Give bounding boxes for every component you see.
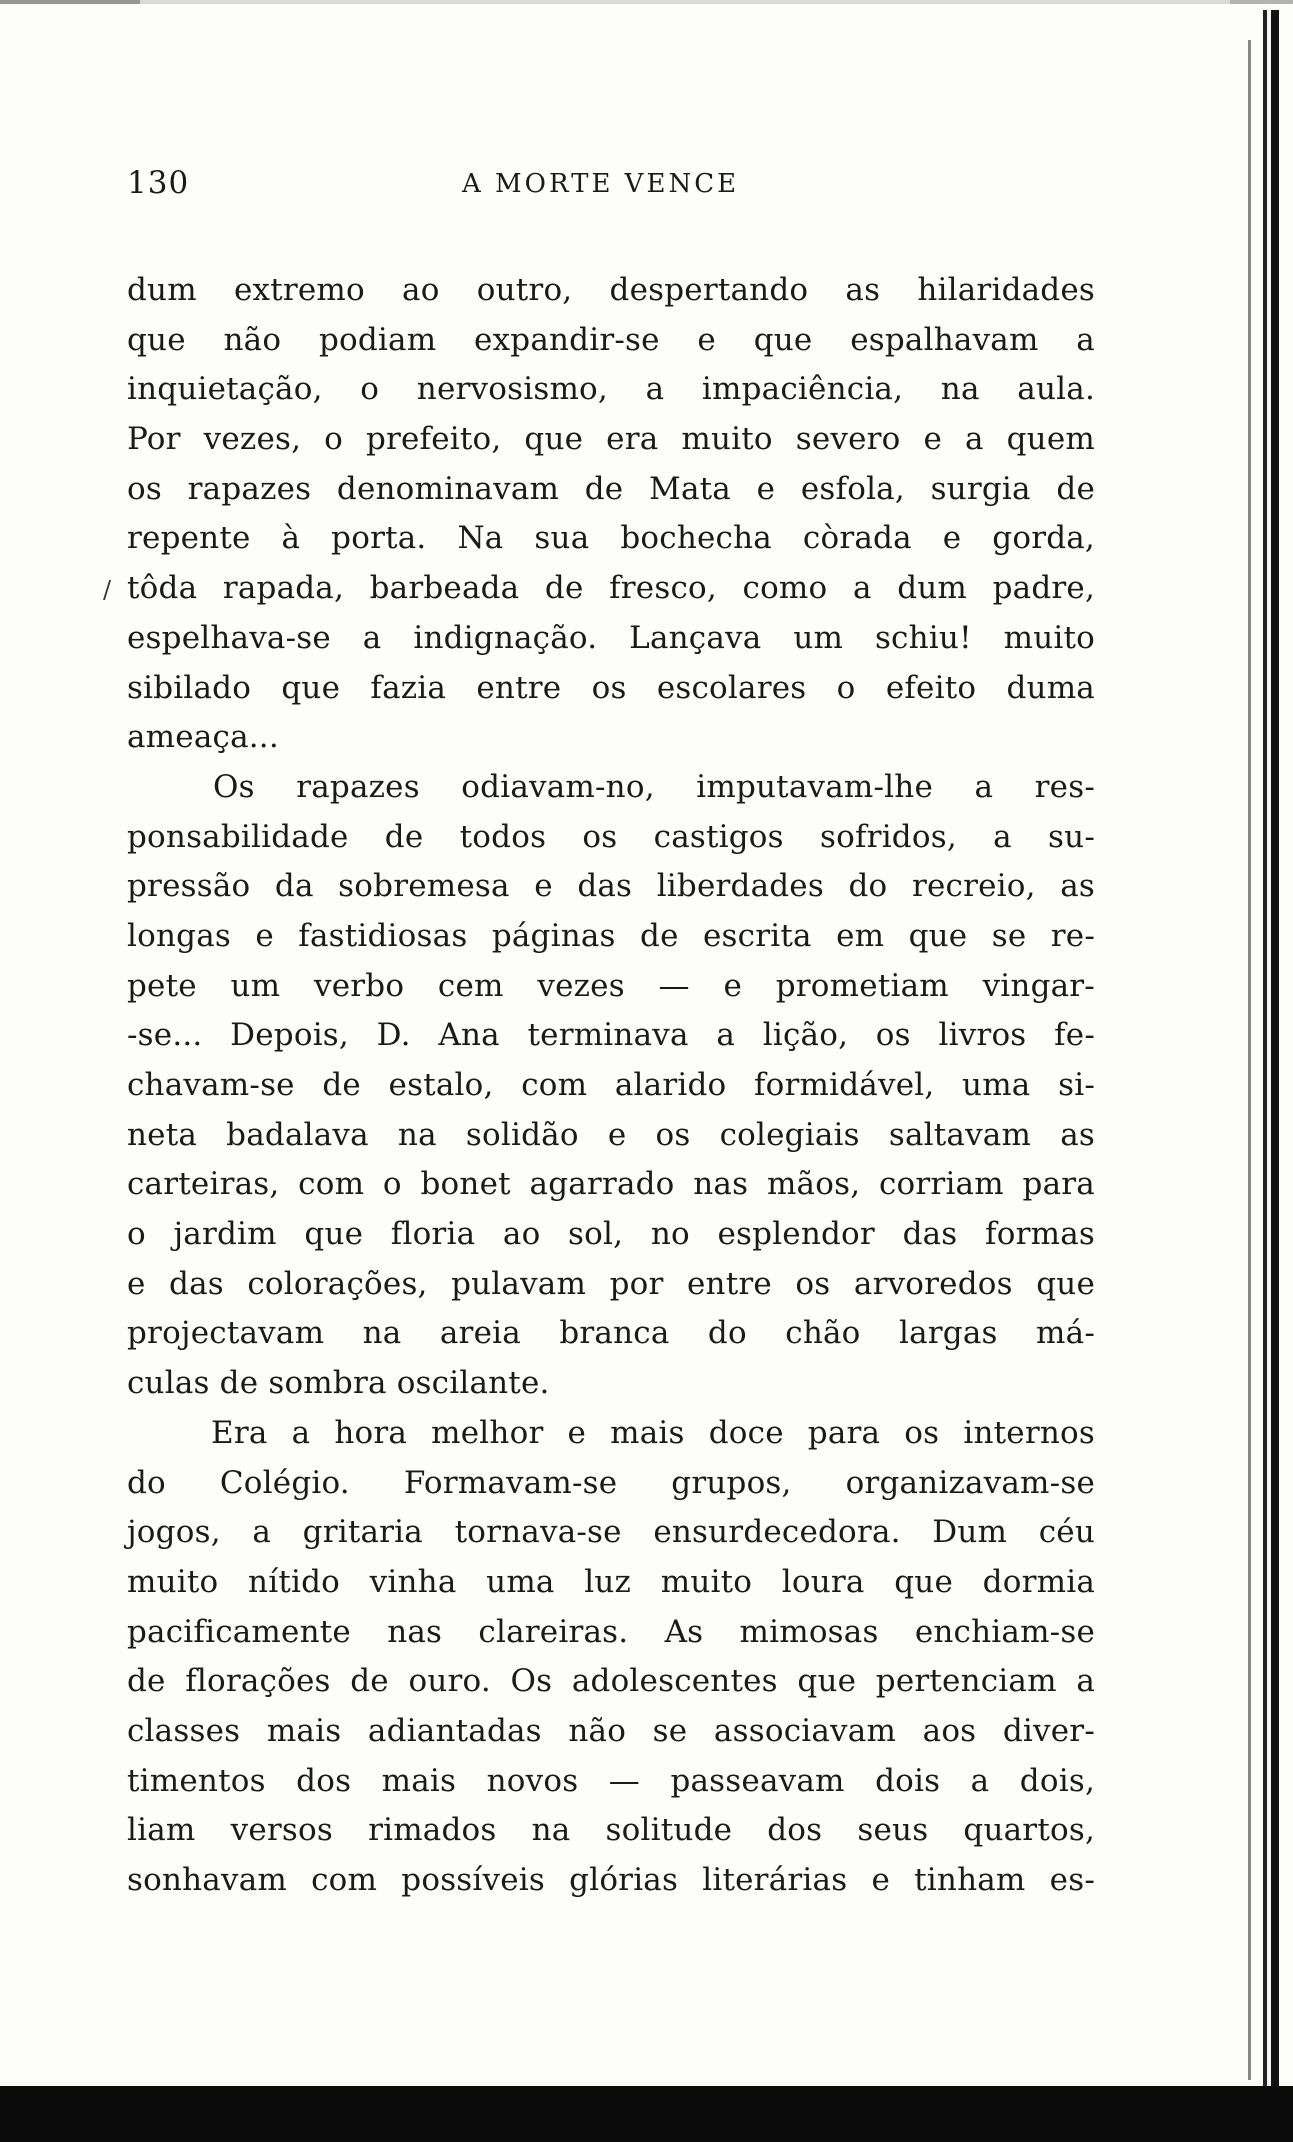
- text-line: sibilado que fazia entre os escolares o efeito duma: [127, 669, 1095, 706]
- text-line: Era a hora melhor e mais doce para os internos: [211, 1414, 1095, 1451]
- text-line: jogos, a gritaria tornava-se ensurdecedora. Dum céu: [127, 1514, 1095, 1551]
- text-line: Por vezes, o prefeito, que era muito severo e a quem: [127, 421, 1095, 458]
- text-line: liam versos rimados na solitude dos seus quartos,: [127, 1812, 1095, 1849]
- text-line: pressão da sobremesa e das liberdades do recreio, as: [127, 868, 1095, 905]
- margin-mark: /: [103, 576, 112, 604]
- text-line: de florações de ouro. Os adolescentes que pertenciam a: [127, 1663, 1095, 1700]
- text-line: Os rapazes odiavam-no, imputavam-lhe a res-: [213, 768, 1095, 805]
- binding-shadow-line: [1248, 40, 1251, 2080]
- text-line: pacificamente nas clareiras. As mimosas enchiam-se: [127, 1613, 1095, 1650]
- running-head: [127, 165, 1127, 209]
- text-line: ameaça...: [127, 719, 279, 756]
- body-text: [127, 266, 1095, 1906]
- text-line: ponsabilidade de todos os castigos sofridos, a su-: [127, 818, 1095, 855]
- book-spine-edge: [1263, 10, 1279, 2090]
- text-line: os rapazes denominavam de Mata e esfola, surgia de: [127, 470, 1095, 507]
- text-line: neta badalava na solidão e os colegiais saltavam as: [127, 1116, 1095, 1153]
- text-line: e das colorações, pulavam por entre os arvoredos que: [127, 1265, 1095, 1302]
- text-line: longas e fastidiosas páginas de escrita em que se re-: [127, 917, 1095, 954]
- text-line: espelhava-se a indignação. Lançava um schiu! muito: [127, 619, 1095, 656]
- running-title: A MORTE VENCE: [462, 169, 740, 199]
- text-line: o jardim que floria ao sol, no esplendor das formas: [127, 1216, 1095, 1253]
- text-line: carteiras, com o bonet agarrado nas mãos, corriam para: [127, 1166, 1095, 1203]
- text-line: chavam-se de estalo, com alarido formidável, uma si-: [127, 1067, 1095, 1103]
- text-line: classes mais adiantadas não se associavam aos diver-: [127, 1712, 1095, 1749]
- text-line: pete um verbo cem vezes — e prometiam vingar-: [127, 967, 1095, 1004]
- text-line: do Colégio. Formavam-se grupos, organizavam-se: [127, 1464, 1095, 1501]
- text-line: inquietação, o nervosismo, a impaciência, na aula.: [127, 371, 1095, 408]
- text-line: muito nítido vinha uma luz muito loura que dormia: [127, 1563, 1095, 1600]
- text-line: culas de sombra oscilante.: [127, 1365, 550, 1402]
- text-line: timentos dos mais novos — passeavam dois a dois,: [127, 1762, 1095, 1799]
- text-line: que não podiam expandir-se e que espalhavam a: [127, 321, 1095, 358]
- top-edge-rule: [0, 0, 1293, 4]
- text-line: dum extremo ao outro, despertando as hilaridades: [127, 272, 1095, 308]
- text-line: repente à porta. Na sua bochecha còrada e gorda,: [127, 520, 1095, 557]
- text-line: sonhavam com possíveis glórias literárias e tinham es-: [127, 1862, 1095, 1898]
- text-line: -se... Depois, D. Ana terminava a lição, os livros fe-: [127, 1017, 1095, 1054]
- scan-bottom-band: [0, 2086, 1293, 2142]
- page-number: 130: [127, 165, 190, 201]
- text-line: projectavam na areia branca do chão largas má-: [127, 1315, 1095, 1352]
- text-line: tôda rapada, barbeada de fresco, como a dum padre,: [127, 570, 1095, 607]
